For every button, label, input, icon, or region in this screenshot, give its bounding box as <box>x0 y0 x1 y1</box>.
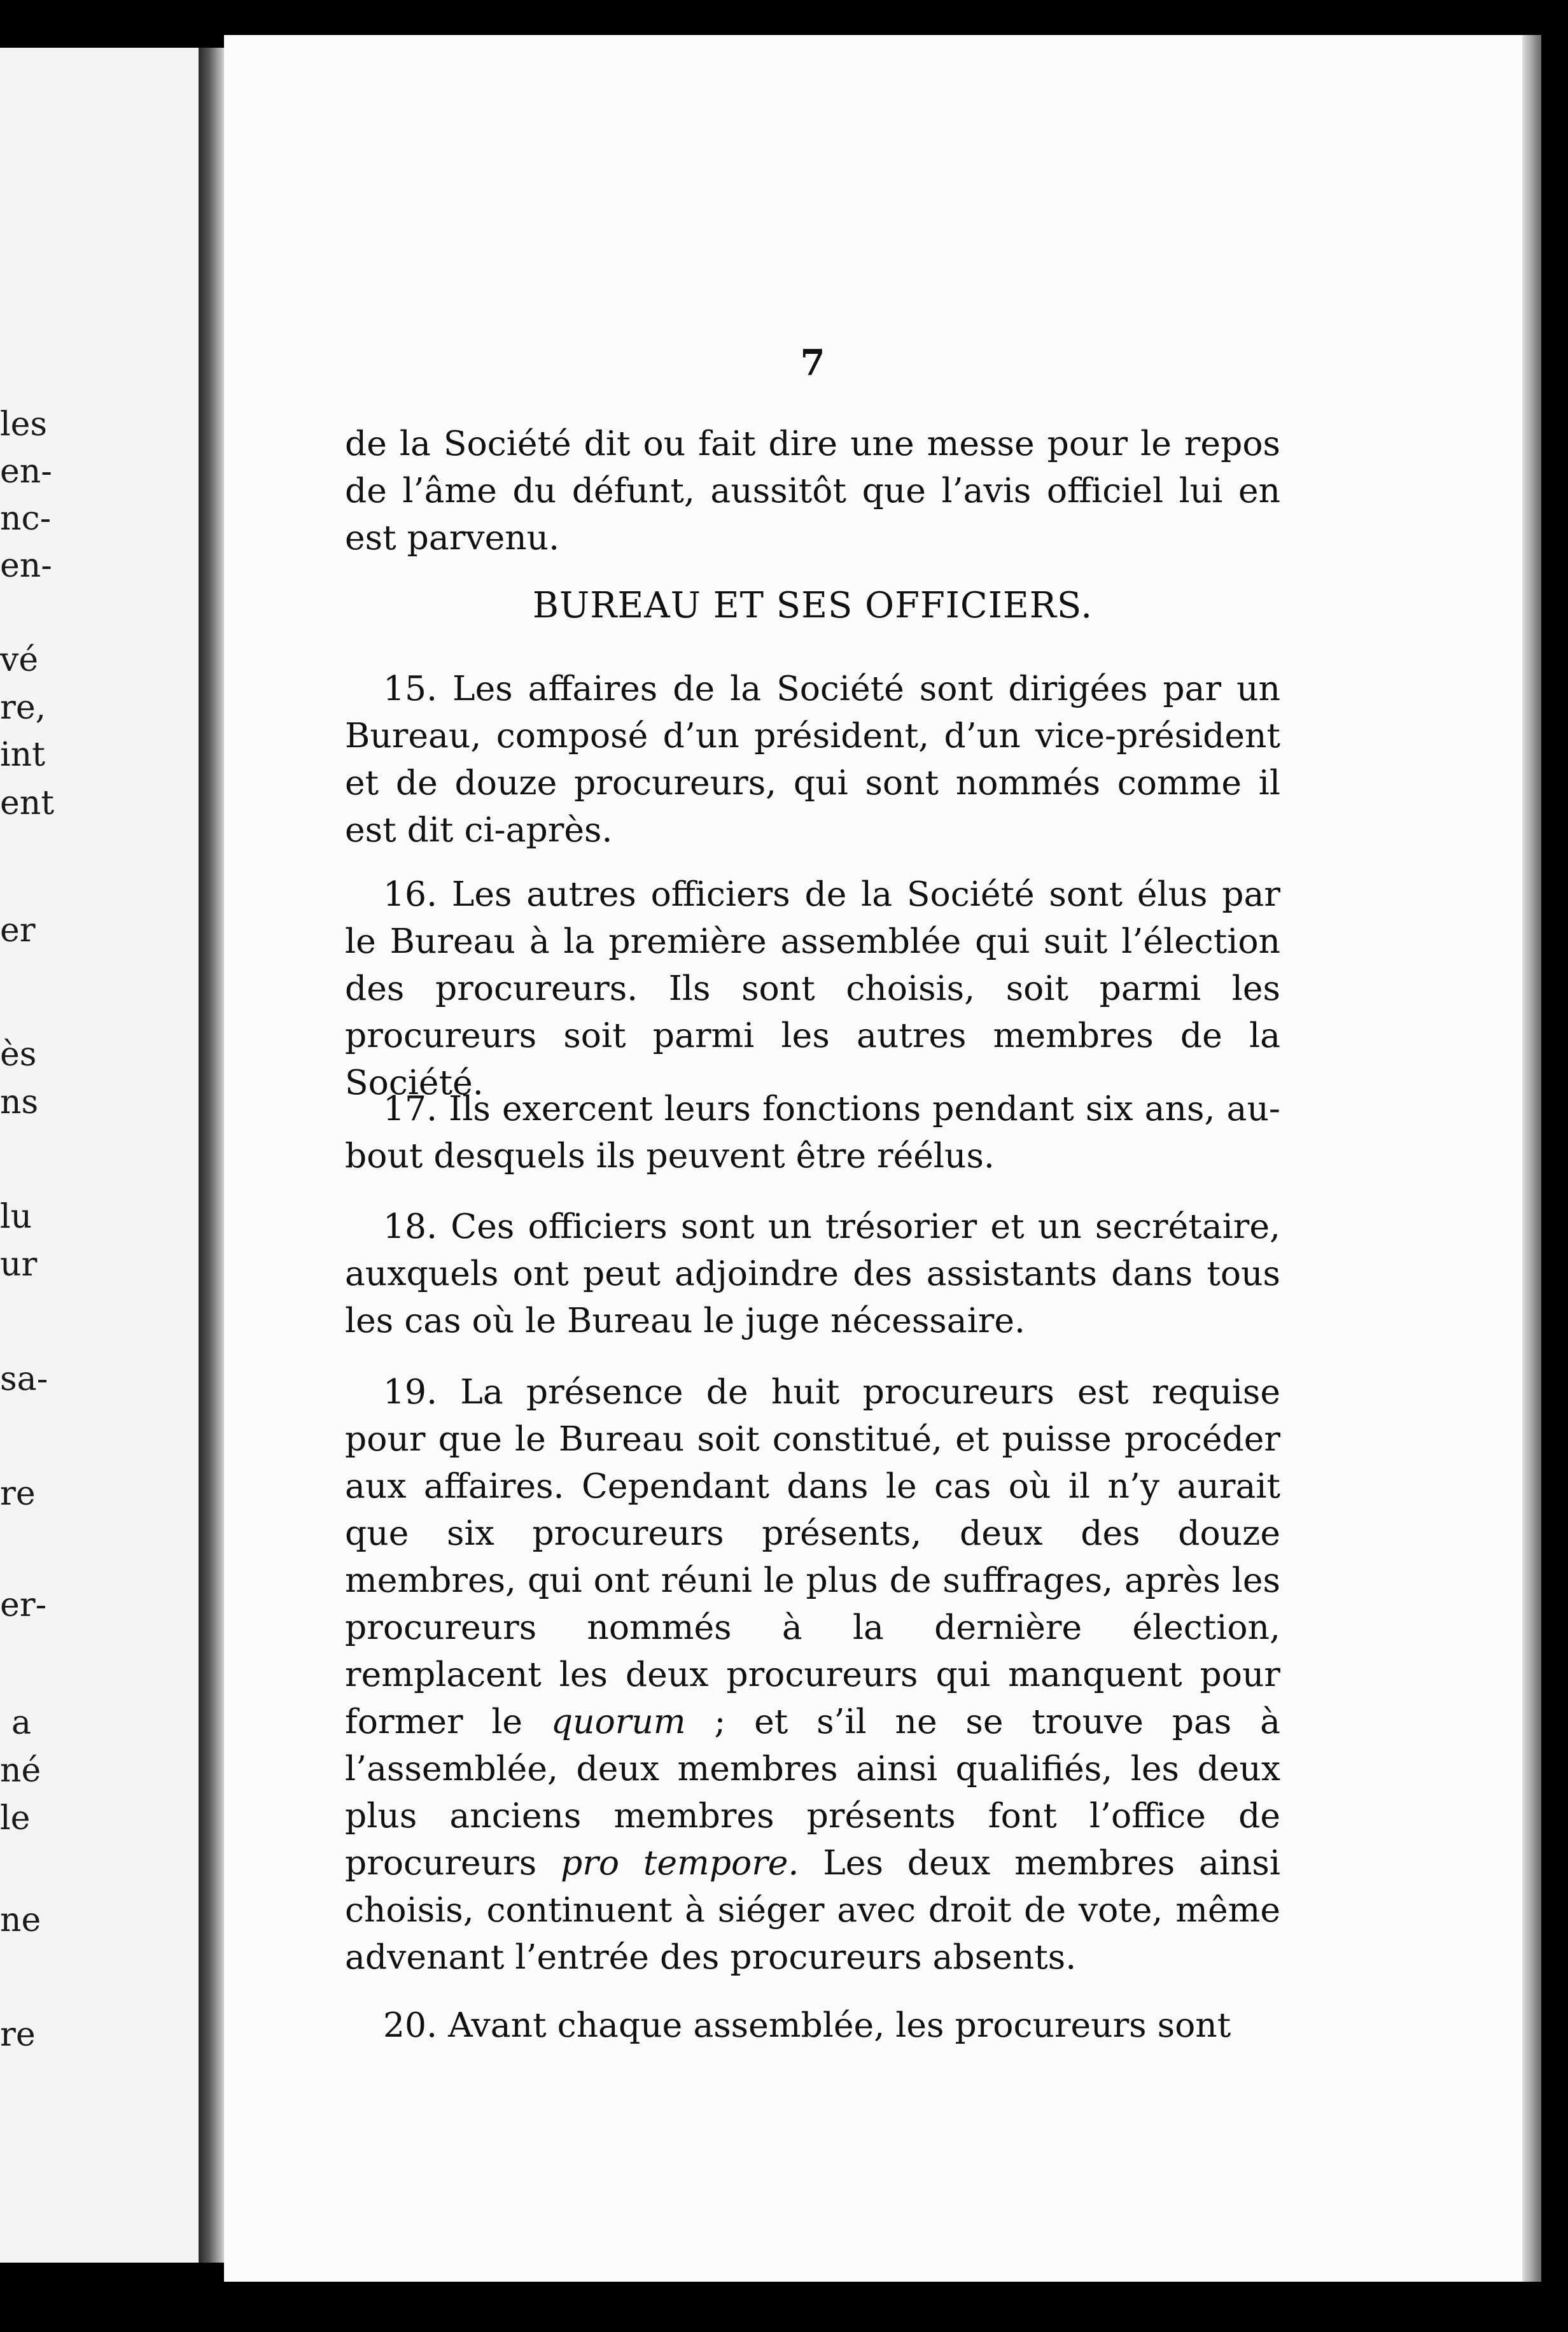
left-page-fragment: en- <box>0 547 52 585</box>
article-15: 15. Les affaires de la Société sont dirigées par un Bureau, composé d’un président, d’un vice-président et de douze procureurs, qui sont nommés comme il est dit ci-après. <box>345 668 1280 850</box>
left-page-fragment: re <box>0 2016 36 2054</box>
left-page-fragment: les <box>0 405 48 444</box>
left-page-fragment: er- <box>0 1586 47 1624</box>
left-page-fragment: er <box>0 911 36 950</box>
article-19-part-2: ; et s’il ne se trouve pas à l’assemblée, deux membres ainsi qualifiés, les deux plus anciens membres présents font l’office de procureurs <box>345 1701 1280 1883</box>
article-19-quorum: quorum <box>550 1701 686 1741</box>
page-number: 7 <box>800 342 825 384</box>
left-page-fragment: ur <box>0 1246 38 1284</box>
left-page-fragment: re <box>0 1475 36 1513</box>
article-18: 18. Ces officiers sont un trésorier et un secrétaire, auxquels ont peut adjoindre des assistants dans tous les cas où le Bureau le juge nécessaire. <box>345 1206 1280 1340</box>
left-page-edge <box>0 48 199 2263</box>
left-page-fragment: né <box>0 1752 41 1790</box>
left-page-fragment: ns <box>0 1083 39 1121</box>
article-20: 20. Avant chaque assemblée, les procureurs sont <box>383 2005 1231 2045</box>
left-page-fragment: vé <box>0 641 39 679</box>
left-page-fragment: ès <box>0 1036 37 1074</box>
left-page-fragment: a <box>11 1704 32 1742</box>
left-page-fragment: le <box>0 1799 31 1837</box>
left-page-fragment: int <box>0 736 46 774</box>
opening-paragraph: de la Société dit ou fait dire une messe pour le repos de l’âme du défunt, aussitôt que l’avis officiel lui en est parvenu. <box>345 423 1280 558</box>
left-page-fragment: en- <box>0 453 52 491</box>
article-19-pro-tempore: pro tempore. <box>561 1843 799 1883</box>
article-17: 17. Ils exercent leurs fonctions pendant six ans, au-bout desquels ils peuvent être réélus. <box>345 1088 1280 1176</box>
section-heading: BUREAU ET SES OFFICIERS. <box>532 585 1093 626</box>
left-page-fragment: nc- <box>0 500 52 538</box>
right-page <box>224 35 1522 2282</box>
book-gutter <box>199 48 224 2263</box>
left-page-fragment: sa- <box>0 1360 48 1398</box>
left-page-fragment: ne <box>0 1901 41 1939</box>
article-19-part-1: 19. La présence de huit procureurs est requise pour que le Bureau soit constitué, et puisse procéder aux affaires. Cependant dans le cas où il n’y aurait que six procureurs présents, deux des douze membres, qui ont réuni le plus de suffrages, après les procureurs nommés à la dernière élection, remplacent les deux procureurs qui manquent pour former le <box>345 1372 1280 1741</box>
left-page-fragment: ent <box>0 784 55 822</box>
article-19 <box>345 1368 1280 1981</box>
article-16: 16. Les autres officiers de la Société sont élus par le Bureau à la première assemblée qui suit l’élection des procureurs. Ils sont choisis, soit parmi les procureurs soit parmi les autres membres de la Société. <box>345 874 1280 1102</box>
left-page-fragment: re, <box>0 689 46 727</box>
left-page-fragment: lu <box>0 1198 32 1236</box>
article-19-part-3: Les deux membres ainsi choisis, continuent à siéger avec droit de vote, même advenant l’entrée des procureurs absents. <box>345 1843 1280 1977</box>
page-edge-shadow <box>1522 35 1541 2282</box>
